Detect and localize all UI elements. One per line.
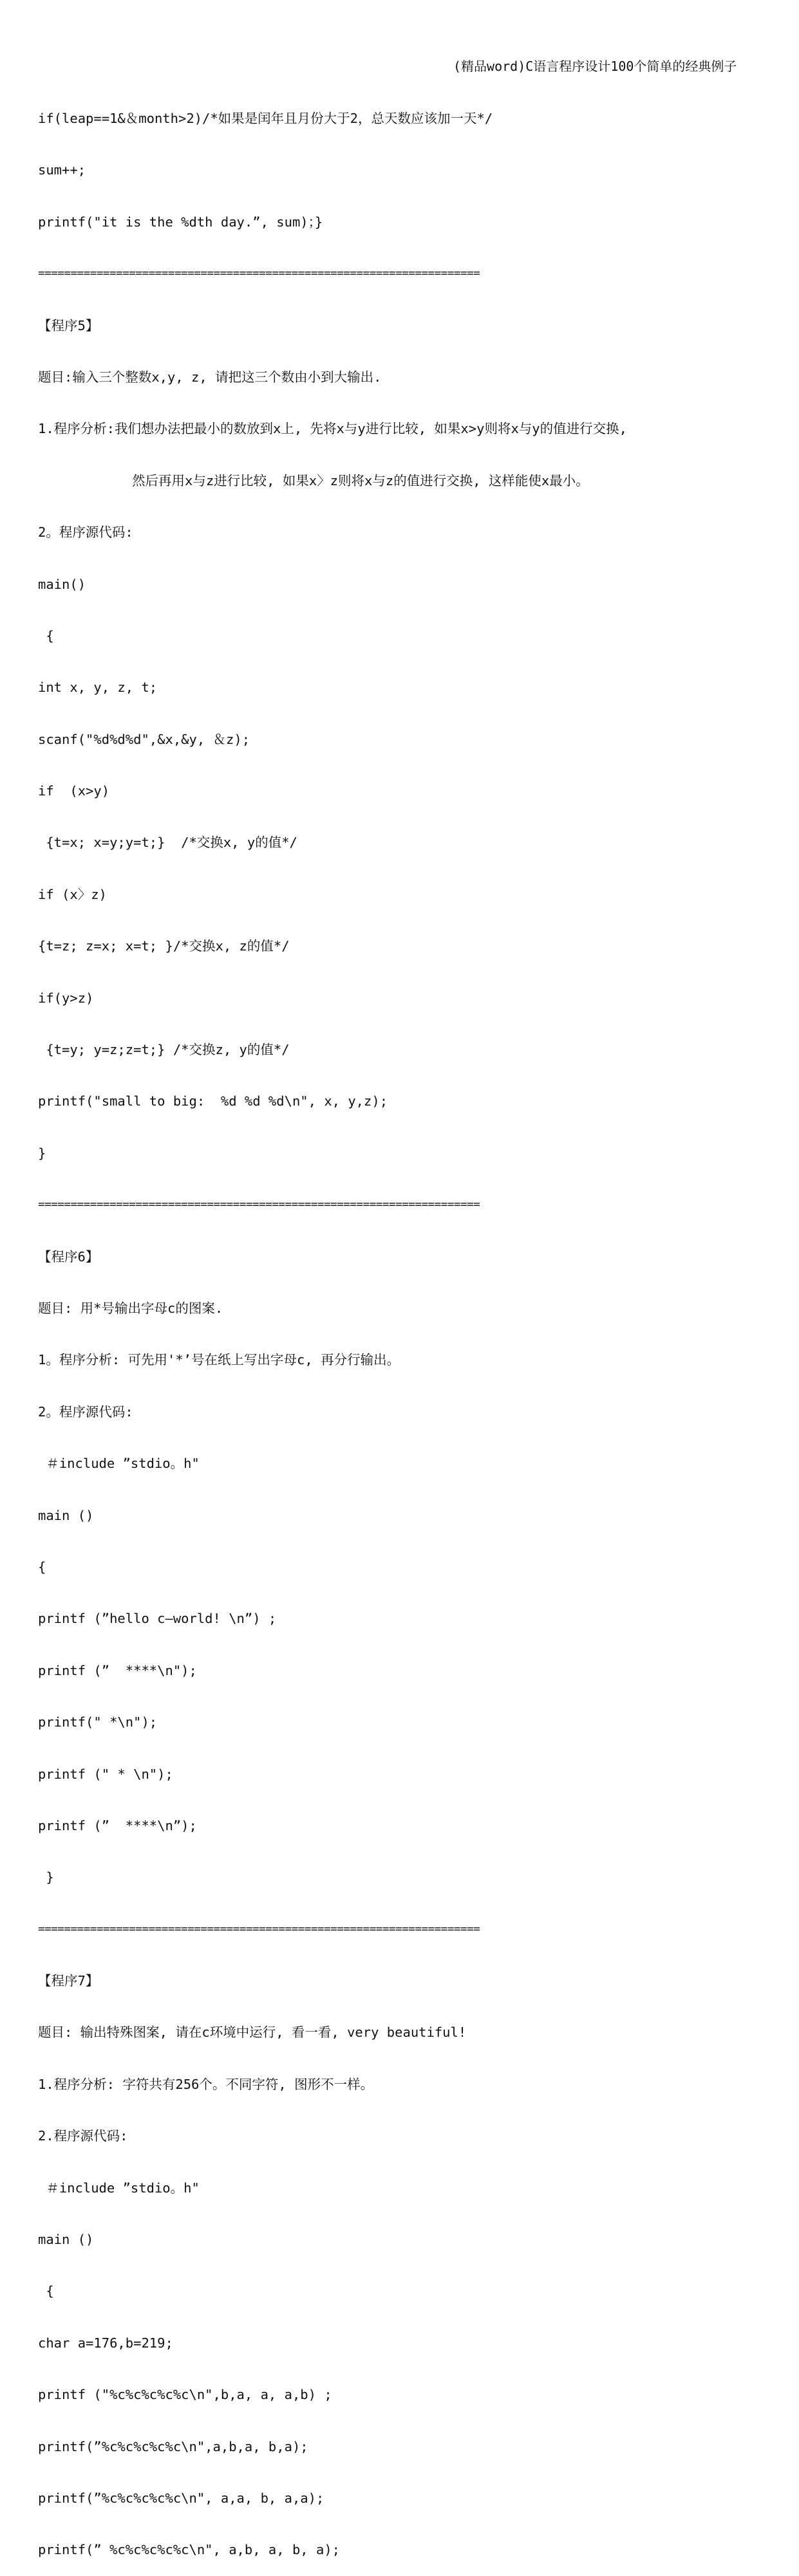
problem-statement: 题目:输入三个整数x,y, z, 请把这三个数由小到大输出. xyxy=(38,369,382,385)
code-line: if (x〉z) xyxy=(38,886,107,902)
code-line: {t=x; x=y;y=t;} /*交换x, y的值*/ xyxy=(38,835,297,851)
code-line: printf (” ****\n"); xyxy=(38,1662,197,1678)
code-line: char a=176,b=219; xyxy=(38,2335,173,2351)
code-line: printf("it is the %dth day.”, sum)；} xyxy=(38,214,323,230)
source-heading: 2。程序源代码: xyxy=(38,524,133,541)
divider: ==================================================================== xyxy=(38,1922,480,1936)
divider: ==================================================================== xyxy=(38,1198,480,1212)
code-line: main () xyxy=(38,2232,94,2248)
problem-statement: 题目: 输出特殊图案, 请在c环境中运行, 看一看, very beautiful! xyxy=(38,2025,467,2041)
code-line: sum++; xyxy=(38,162,86,178)
code-line: printf (” ****\n”); xyxy=(38,1817,197,1833)
code-line: printf(”%c%c%c%c%c\n",a,b,a, b,a); xyxy=(38,2438,308,2454)
code-line: printf (”hello c—world! \n”) ; xyxy=(38,1611,277,1627)
code-line: main() xyxy=(38,576,86,592)
code-line: { xyxy=(38,2283,54,2299)
code-line: printf(” %c%c%c%c%c\n", a,b, a, b, a); xyxy=(38,2542,340,2558)
analysis-text: 然后再用x与z进行比较, 如果x〉z则将x与z的值进行交换, 这样能使x最小。 xyxy=(132,472,589,488)
document-body xyxy=(38,77,627,2576)
analysis-text: 1.程序分析: 字符共有256个。不同字符, 图形不一样。 xyxy=(38,2076,374,2092)
code-line: {t=y; y=z;z=t;} /*交换z, y的值*/ xyxy=(38,1042,290,1058)
code-line: ＃include ”stdio。h" xyxy=(38,2180,200,2196)
code-line: int x, y, z, t; xyxy=(38,680,158,696)
code-line: scanf("%d%d%d",&x,&y, ＆z); xyxy=(38,731,250,747)
section-heading: 【程序5】 xyxy=(38,317,99,333)
code-line: } xyxy=(38,1869,54,1886)
code-line: printf(”%c%c%c%c%c\n", a,a, b, a,a); xyxy=(38,2490,324,2506)
code-line: if(leap==1&＆month>2)/*如果是闰年且月份大于2，总天数应该加一天*/ xyxy=(38,111,493,126)
source-heading: 2。程序源代码: xyxy=(38,1404,133,1420)
code-line: { xyxy=(38,1559,46,1575)
section-heading: 【程序6】 xyxy=(38,1248,99,1265)
problem-statement: 题目: 用*号输出字母c的图案. xyxy=(38,1300,223,1316)
code-line: printf(" *\n"); xyxy=(38,1714,158,1730)
code-line: printf (" * \n"); xyxy=(38,1766,173,1782)
source-heading: 2.程序源代码: xyxy=(38,2128,128,2144)
code-line: } xyxy=(38,1145,46,1161)
code-line: if(y>z) xyxy=(38,990,94,1006)
code-line: printf("small to big: %d %d %d\n", x, y,z); xyxy=(38,1093,388,1109)
code-line: printf ("%c%c%c%c%c\n",b,a, a, a,b) ; xyxy=(38,2387,332,2403)
analysis-text: 1。程序分析: 可先用'*’号在纸上写出字母c, 再分行输出。 xyxy=(38,1352,400,1368)
code-line: ＃include ”stdio。h" xyxy=(38,1456,200,1472)
code-line: {t=z; z=x; x=t; }/*交换x, z的值*/ xyxy=(38,938,290,954)
divider: ==================================================================== xyxy=(38,267,480,281)
code-line: main () xyxy=(38,1507,94,1523)
page-header: (精品word)C语言程序设计100个简单的经典例子 xyxy=(453,59,737,74)
section-heading: 【程序7】 xyxy=(38,1973,99,1989)
code-line: if (x>y) xyxy=(38,783,110,799)
code-line: { xyxy=(38,627,54,644)
analysis-text: 1.程序分析:我们想办法把最小的数放到x上, 先将x与y进行比较, 如果x>y则将x与y的值进行交换, xyxy=(38,421,627,437)
